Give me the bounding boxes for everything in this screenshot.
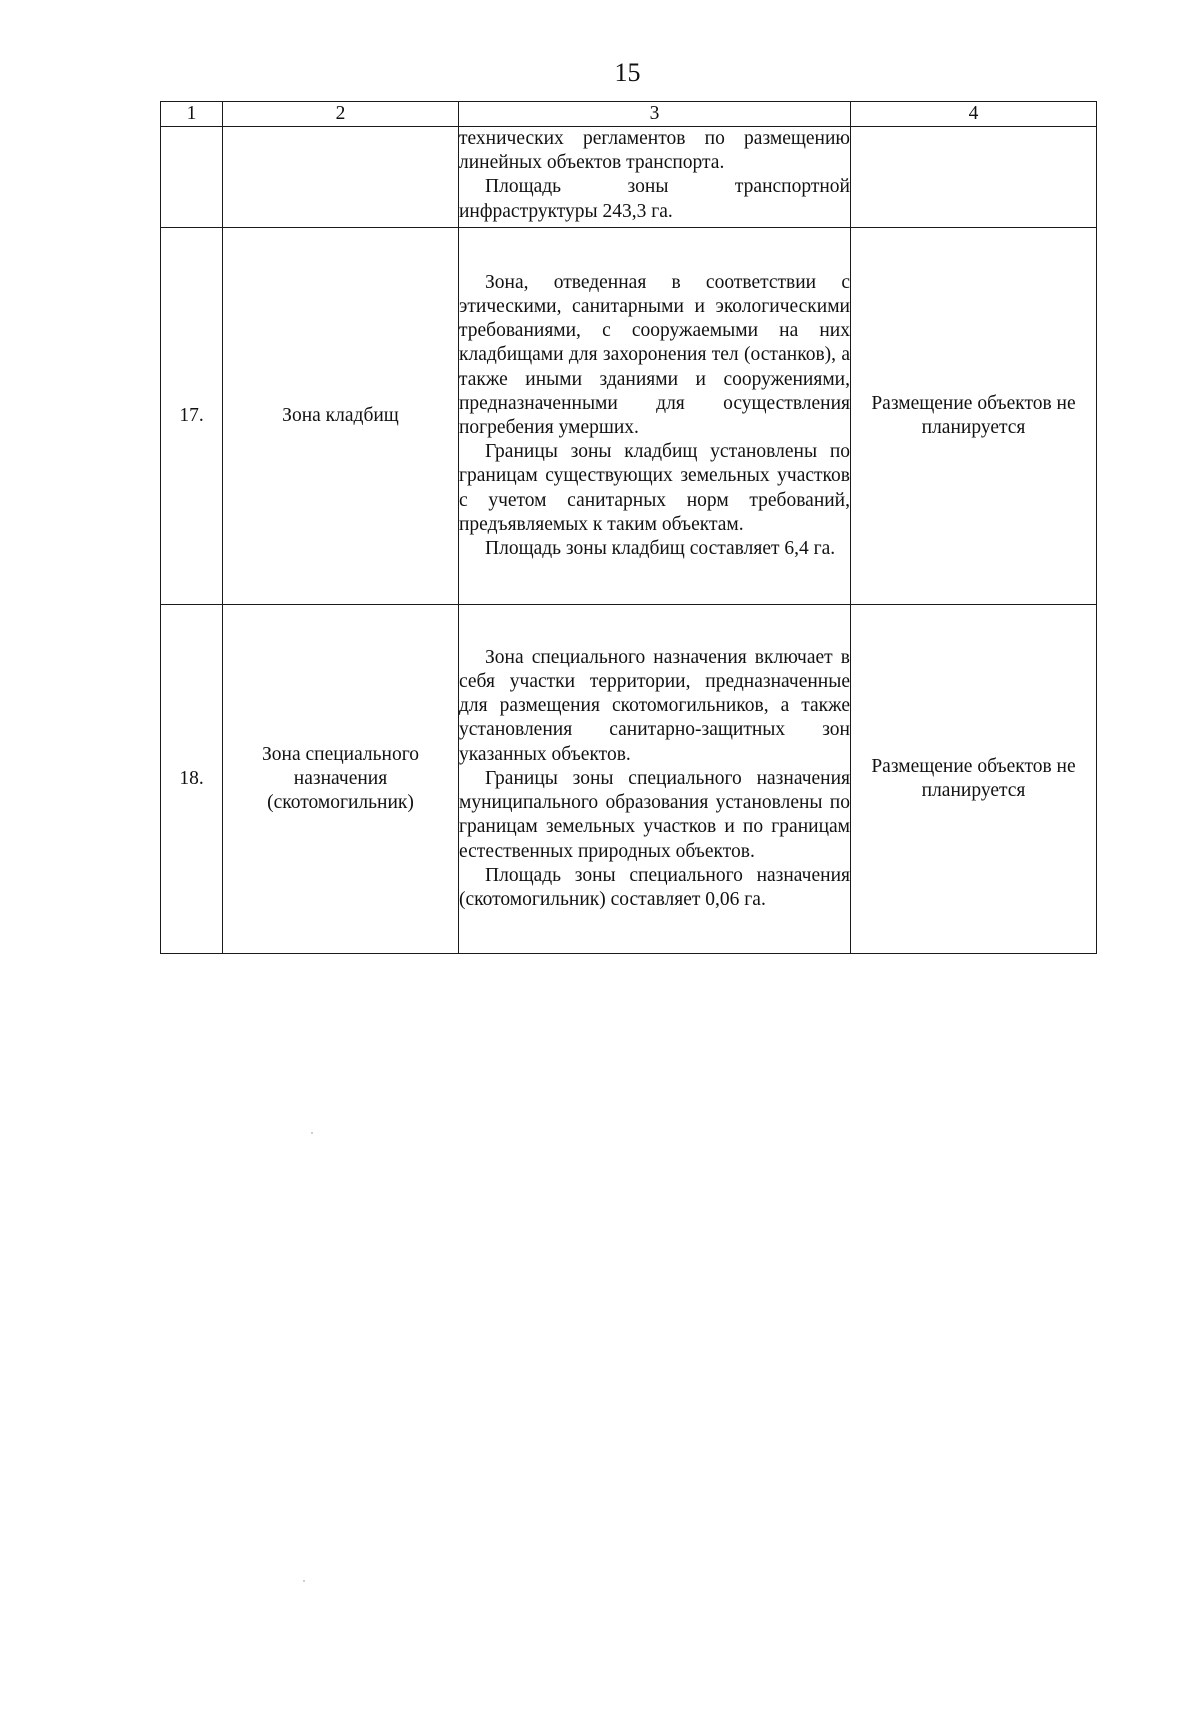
description-paragraph: Зона специального назначения включает в себя участки территории, предназначенные для размещения скотомогильников, а также установления санитарно-защитных зон указанных объектов. <box>459 646 850 765</box>
planned-objects <box>851 127 1097 228</box>
description-paragraph: Границы зоны кладбищ установлены по границам существующих земельных участков с учетом санитарных норм требований, предъявляемых к таким объектам. <box>459 441 850 535</box>
table-row <box>161 605 1097 954</box>
table-row <box>161 228 1097 605</box>
zones-table <box>160 101 1097 954</box>
row-number: 18. <box>161 605 223 954</box>
header-cell-4: 4 <box>851 102 1097 127</box>
zone-description <box>459 605 851 954</box>
table-header-row <box>161 102 1097 127</box>
planned-objects: Размещение объектов не планируется <box>851 605 1097 954</box>
description-paragraph: Зона, отведенная в соответствии с этическими, санитарными и экологическими требованиями, с сооружаемыми на них кладбищами для захоронения тел (останков), а также иными зданиями и сооружениями, предназначенными для осуществления погребения умерших. <box>459 271 850 438</box>
description-paragraph: Площадь зоны кладбищ составляет 6,4 га. <box>485 538 836 560</box>
description-paragraph: технических регламентов по размещению линейных объектов транспорта. <box>459 128 850 174</box>
zone-name <box>223 127 459 228</box>
description-paragraph: Площадь зоны транспортной инфраструктуры 243,3 га. <box>459 176 850 222</box>
zone-name: Зона кладбищ <box>223 228 459 605</box>
scan-speck <box>311 1132 313 1134</box>
header-cell-2: 2 <box>223 102 459 127</box>
description-paragraph: Границы зоны специального назначения муниципального образования установлены по границам земельных участков и по границам естественных природных объектов. <box>459 767 850 862</box>
table-row <box>161 127 1097 228</box>
zone-description <box>459 228 851 605</box>
zone-description <box>459 127 851 228</box>
row-number: 17. <box>161 228 223 605</box>
zone-name: Зона специального назначения (скотомогильник) <box>223 605 459 954</box>
header-cell-3: 3 <box>459 102 851 127</box>
header-cell-1: 1 <box>161 102 223 127</box>
planned-objects: Размещение объектов не планируется <box>851 228 1097 605</box>
page-number: 15 <box>614 58 641 87</box>
row-number <box>161 127 223 228</box>
description-paragraph: Площадь зоны специального назначения (скотомогильник) составляет 0,06 га. <box>459 864 850 910</box>
scan-speck <box>303 1580 305 1582</box>
